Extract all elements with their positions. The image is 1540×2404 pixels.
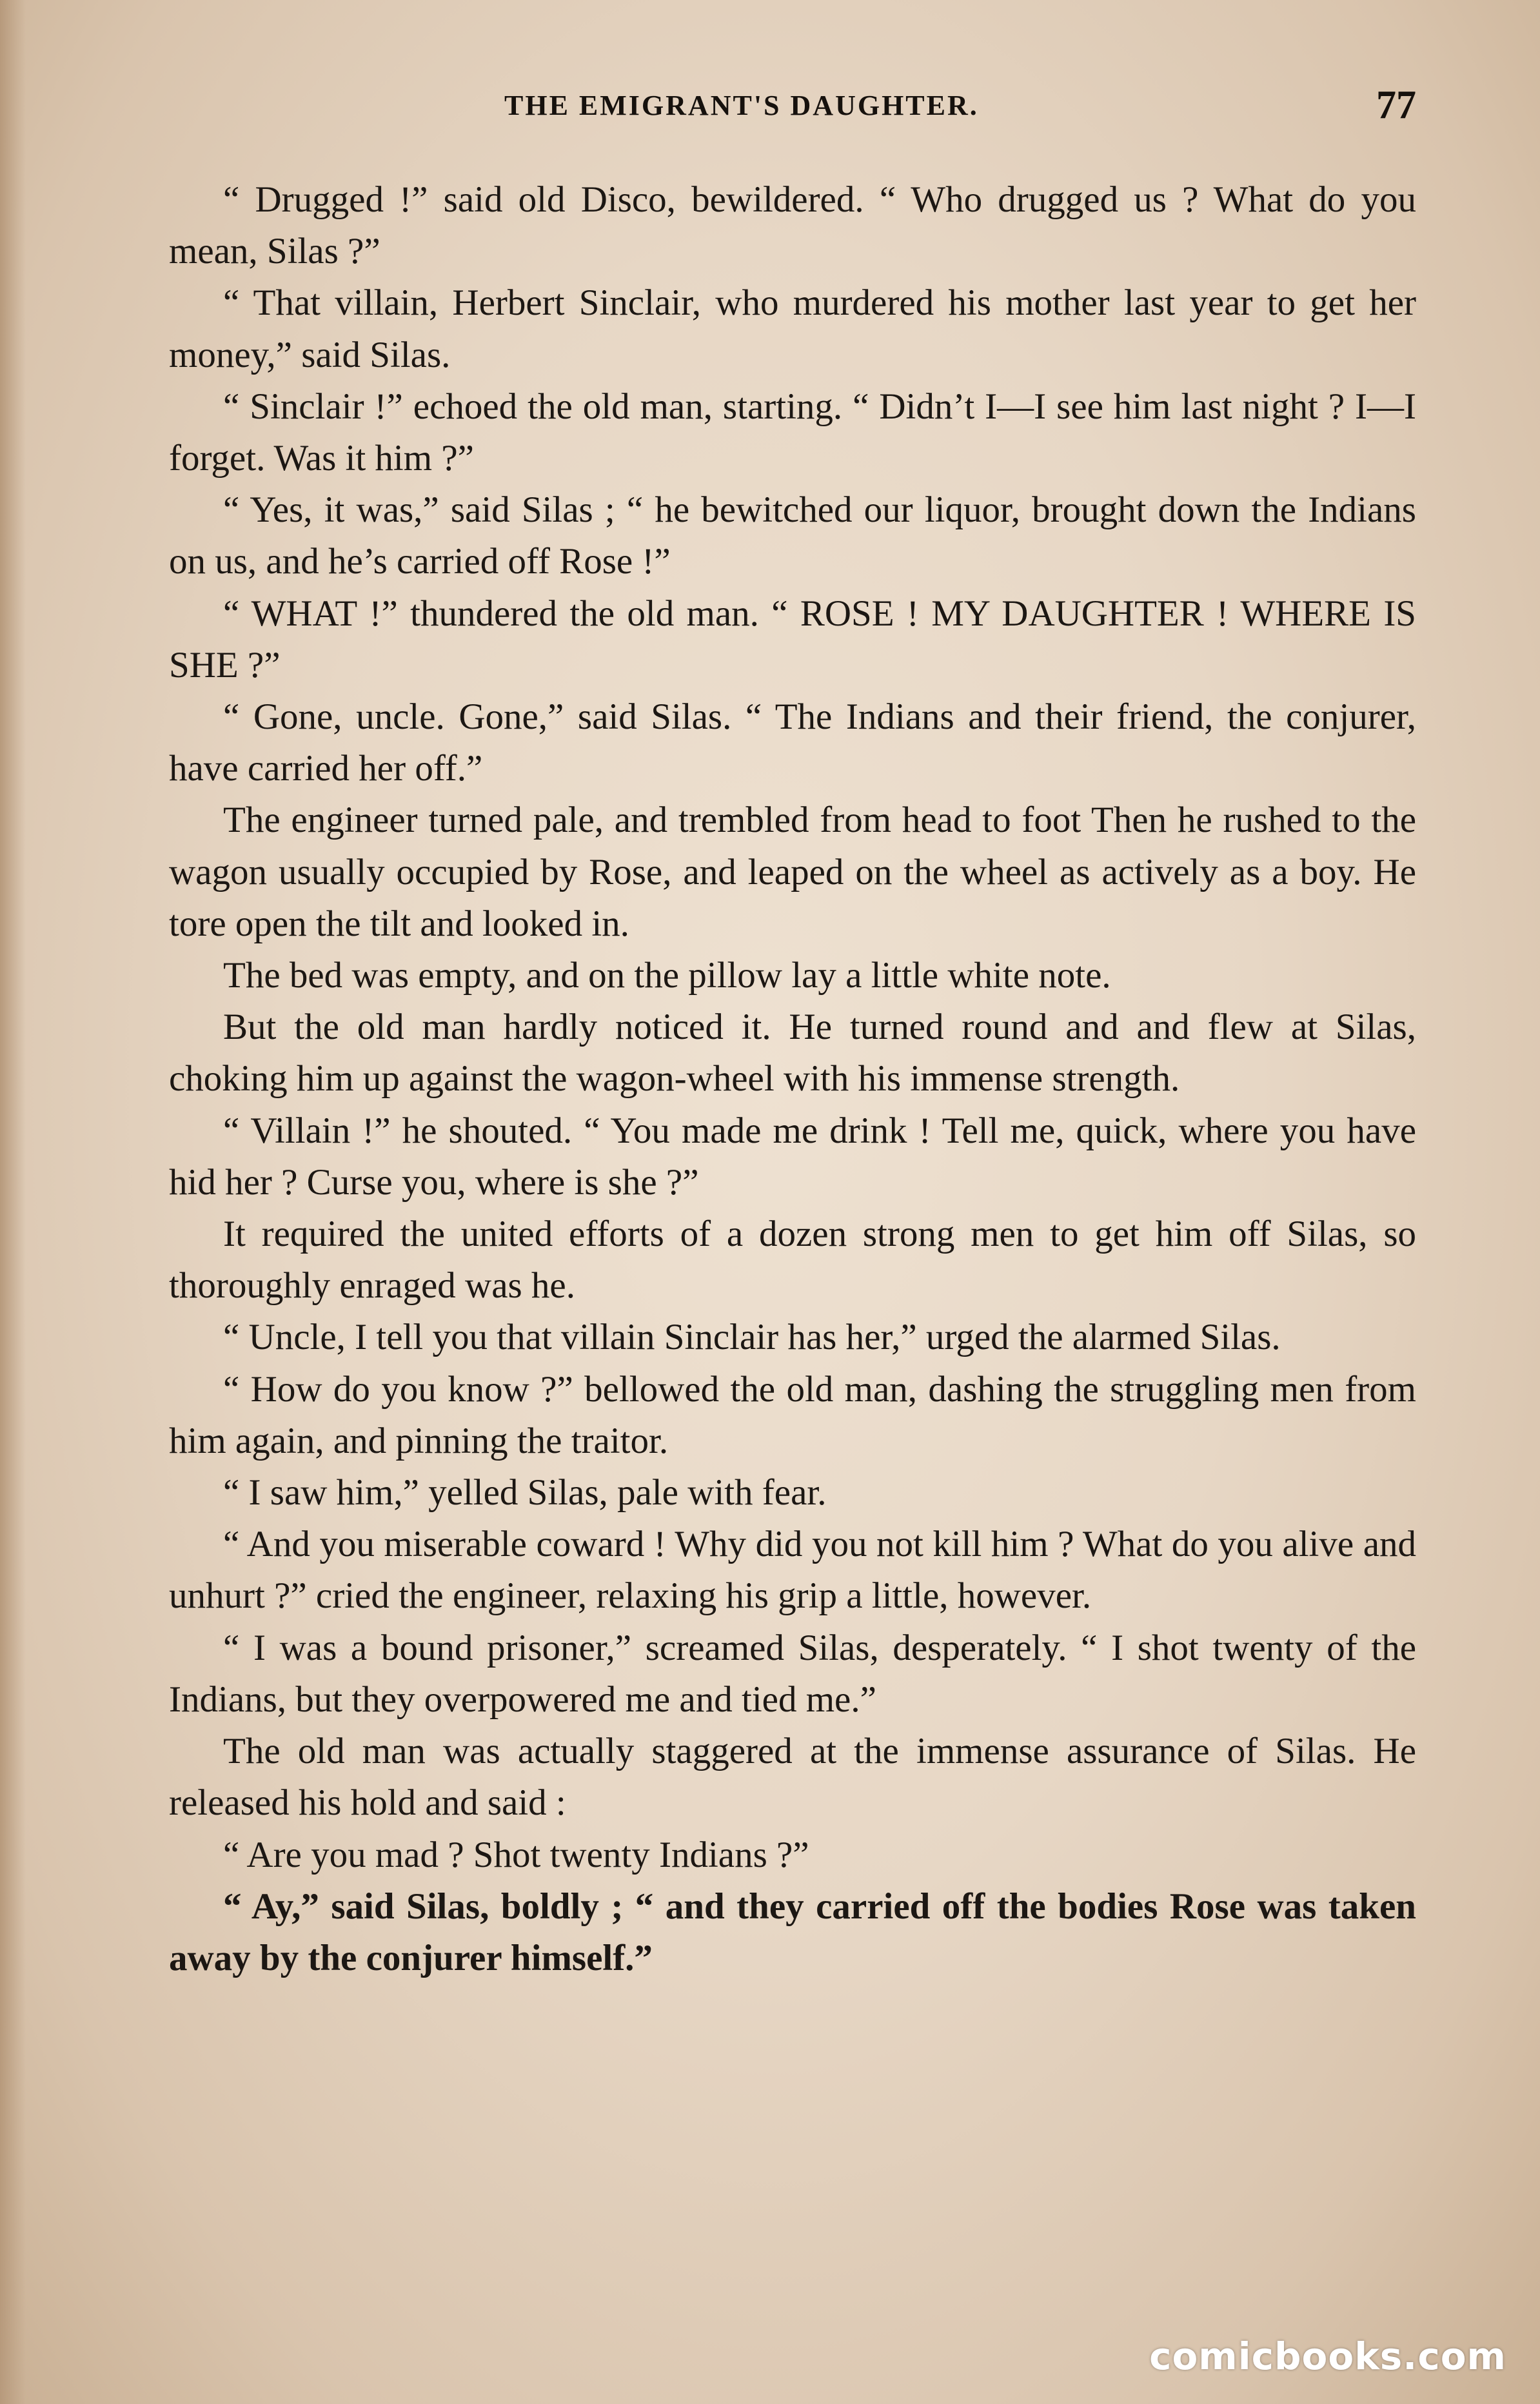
paragraph: “ Ay,” said Silas, boldly ; “ and they carried off the bodies Rose was taken away by the conjurer himself.” [169,1886,1416,1978]
paragraph: It required the united efforts of a dozen strong men to get him off Silas, so thoroughly enraged was he. [169,1214,1416,1306]
page-number: 77 [1376,83,1416,127]
paragraph: “ Sinclair !” echoed the old man, starting. “ Didn’t I—I see him last night ? I—I forget. Was it him ?” [169,386,1416,479]
paragraph: “ Are you mad ? Shot twenty Indians ?” [223,1834,809,1875]
paragraph: “ I was a bound prisoner,” screamed Silas, desperately. “ I shot twenty of the Indians, but they overpowered me and tied me.” [169,1627,1416,1720]
paragraph: “ Villain !” he shouted. “ You made me drink ! Tell me, quick, where you have hid her ? Curse you, where is she ?” [169,1110,1416,1203]
paragraph: “ That villain, Herbert Sinclair, who murdered his mother last year to get her money,” said Silas. [169,282,1416,375]
body-text [169,174,1416,2270]
paragraph: “ I saw him,” yelled Silas, pale with fear. [223,1472,827,1513]
page-header [169,83,1416,134]
paragraph: “ How do you know ?” bellowed the old man, dashing the struggling men from him again, and pinning the traitor. [169,1368,1416,1461]
paragraph: The old man was actually staggered at the immense assurance of Silas. He released his hold and said : [169,1731,1416,1824]
paragraph: But the old man hardly noticed it. He turned round and and flew at Silas, choking him up against the wagon-wheel with his immense strength. [169,1007,1416,1099]
paragraph: “ And you miserable coward ! Why did you not kill him ? What do you alive and unhurt ?” cried the engineer, relaxing his grip a little, however. [169,1524,1416,1617]
paragraph: “ WHAT !” thundered the old man. “ ROSE ! MY DAUGHTER ! WHERE IS SHE ?” [169,593,1416,685]
paragraph: “ Uncle, I tell you that villain Sinclair has her,” urged the alarmed Silas. [223,1317,1281,1358]
paragraph: The bed was empty, and on the pillow lay a little white note. [223,955,1111,996]
paragraph: “ Gone, uncle. Gone,” said Silas. “ The Indians and their friend, the conjurer, have carried her off.” [169,696,1416,789]
page-edge-shadow [0,0,26,2404]
paragraph: “ Drugged !” said old Disco, bewildered. “ Who drugged us ? What do you mean, Silas ?” [169,179,1416,272]
paragraph: The engineer turned pale, and trembled from head to foot Then he rushed to the wagon usually occupied by Rose, and leaped on the wheel as actively as a boy. He tore open the tilt and looked in. [169,800,1416,944]
running-head: THE EMIGRANT'S DAUGHTER. [504,90,979,121]
paragraph: “ Yes, it was,” said Silas ; “ he bewitched our liquor, brought down the Indians on us, and he’s carried off Rose !” [169,489,1416,582]
watermark: comicbooks.com [1149,2334,1506,2378]
